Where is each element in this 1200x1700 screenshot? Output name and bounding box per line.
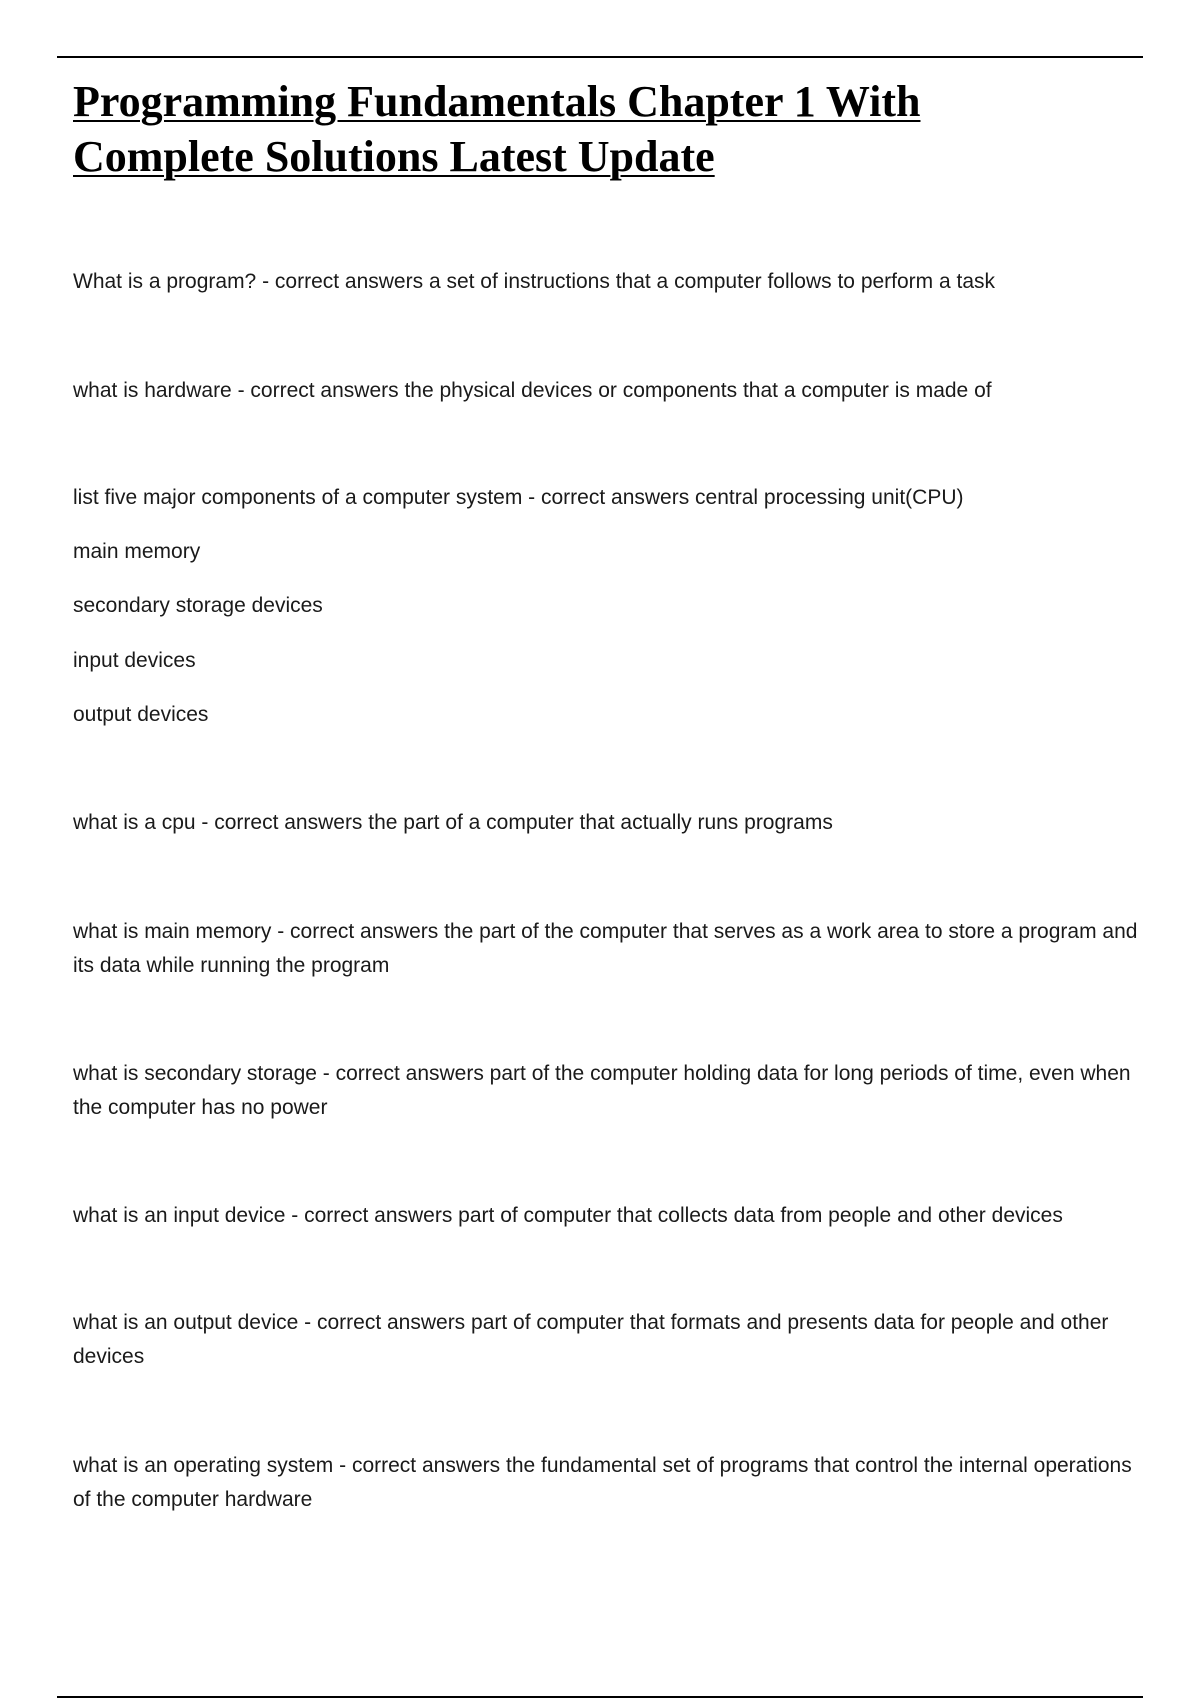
- bottom-divider: [57, 1696, 1143, 1698]
- list-item-output-devices: output devices: [73, 703, 209, 726]
- qa-what-is-output-device: what is an output device - correct answers part of computer that formats and presents data for people and other devices: [73, 1311, 1109, 1368]
- qa-what-is-hardware: what is hardware - correct answers the physical devices or components that a computer is made of: [73, 379, 992, 402]
- list-item-secondary-storage: secondary storage devices: [73, 594, 323, 617]
- qa-five-components: list five major components of a computer system - correct answers central processing unit(CPU): [73, 486, 964, 509]
- qa-what-is-operating-system: what is an operating system - correct answers the fundamental set of programs that control the internal operations of the computer hardware: [73, 1454, 1132, 1511]
- qa-what-is-program: What is a program? - correct answers a set of instructions that a computer follows to perform a task: [73, 270, 996, 293]
- qa-what-is-cpu: what is a cpu - correct answers the part of a computer that actually runs programs: [73, 811, 833, 834]
- document-title: Programming Fundamentals Chapter 1 With Complete Solutions Latest Update: [73, 77, 921, 181]
- qa-what-is-input-device: what is an input device - correct answers part of computer that collects data from people and other devices: [73, 1204, 1063, 1227]
- list-item-input-devices: input devices: [73, 649, 196, 672]
- qa-what-is-secondary-storage: what is secondary storage - correct answers part of the computer holding data for long periods of time, even when the computer has no power: [73, 1062, 1131, 1119]
- top-divider: [57, 56, 1143, 58]
- qa-what-is-main-memory: what is main memory - correct answers the part of the computer that serves as a work area to store a program and its data while running the program: [73, 920, 1138, 977]
- list-item-main-memory: main memory: [73, 540, 201, 563]
